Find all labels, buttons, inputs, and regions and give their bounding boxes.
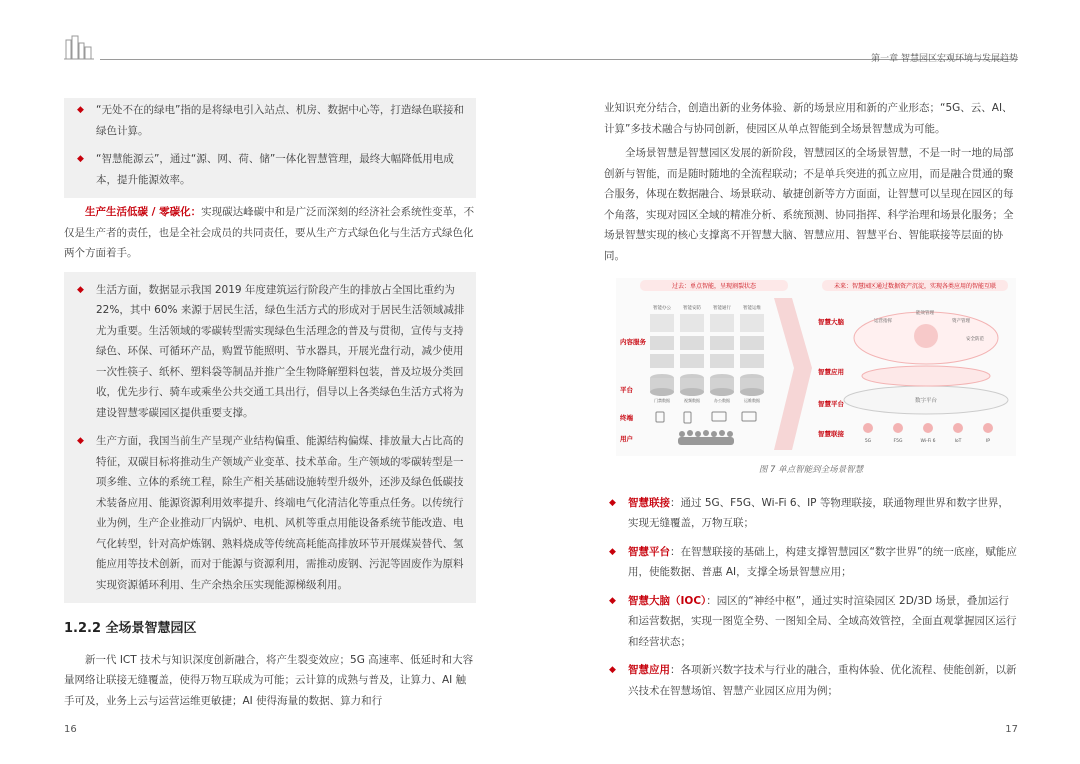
conn-label-3: IoT <box>954 439 962 444</box>
app-stack-1 <box>680 304 704 403</box>
life-text: 实现碳达峰碳中和是广泛而深刻的经济社会系统性变革，不仅是生产者的责任，也是全社会成员的共同责任，要从生产方式绿色化与生活方式绿色化两个方面着手。 <box>64 206 475 259</box>
bullet-text: ：各项新兴数字技术与行业的融合，重构体验、优化流程、使能创新，以新兴技术在智慧场馆、智慧产业园区应用为例； <box>628 664 1017 697</box>
app-label-0: 智能办公 <box>653 306 671 311</box>
apps-disc <box>862 366 990 386</box>
bullet-lead: 智慧平台 <box>628 545 670 558</box>
section-heading: 1.2.2 全场景智慧园区 <box>64 621 197 636</box>
bullet-smart-app <box>604 660 1018 701</box>
brain-icon <box>914 324 938 348</box>
right-layer-2: 智慧平台 <box>818 400 844 408</box>
app-stack-0 <box>650 304 674 403</box>
bullet-green-power: ◆ “无处不在的绿电”指的是将绿电引入站点、机房、数据中心等，打造绿色联接和绿色计算。 <box>72 100 466 141</box>
left-layer-1: 平台 <box>620 386 633 394</box>
chapter-title: 第一章 智慧园区宏观环境与发展趋势 <box>871 54 1018 64</box>
left-layer-2: 终端 <box>620 414 633 422</box>
terminal-icons <box>656 412 756 423</box>
app-label-3: 智能运维 <box>743 306 761 311</box>
figure-diagram <box>616 278 1016 456</box>
figure-single-to-full-scene <box>616 278 1016 456</box>
right-layer-1: 智慧应用 <box>818 368 844 376</box>
bullet-smart-platform <box>604 542 1018 583</box>
scene-paragraph: 全场景智慧是智慧园区发展的新阶段，智慧园区的全场景智慧，不是一时一地的局部创新与智能，而是随时随地的全流程联动；不是单兵突进的孤立应用，而是融合贯通的聚合服务，体现在数据融合、场景联动、敏捷创新等方方面面，让智慧可以呈现在园区的每个角落，实现对园区全域的精准分析、系统预测、协同指挥、科学治理和场景化服务；全场景智慧实现的核心支撑离不开智慧大脑、智慧应用、智慧平台、智能联接等层面的协同。 <box>604 147 1014 262</box>
conn-icons <box>863 423 993 444</box>
brain-label-3: 安全防范 <box>966 337 984 342</box>
bullet-smart-connect <box>604 493 1018 534</box>
left-layer-3: 用户 <box>620 435 633 443</box>
left-page-number: 16 <box>64 724 77 735</box>
conn-label-2: Wi-Fi 6 <box>920 439 936 444</box>
green-bullets-box <box>64 98 476 198</box>
db-label-2: 办公数据 <box>714 398 730 403</box>
right-page-number: 17 <box>1005 724 1018 735</box>
bullet-energy-cloud: ◆ “智慧能源云”，通过“源、网、荷、储”一体化智慧管理，最终大幅降低用电成本，提升能源效率。 <box>72 149 466 190</box>
conn-label-1: F5G <box>893 439 903 444</box>
db-label-3: 运维数据 <box>744 398 760 403</box>
left-column <box>64 98 476 711</box>
db-label-1: 视频数据 <box>684 398 700 403</box>
bullet-smart-brain <box>604 591 1018 653</box>
bullet-text: ：在智慧联接的基础上，构建支撑智慧园区“数字世界”的统一底座，赋能应用，使能数据、普惠 AI，支撑全场景智慧应用； <box>628 545 1017 578</box>
continued-paragraph: 业知识充分结合，创造出新的业务体验、新的场景应用和新的产业形态；“5G、云、AI、计算”多技术融合与协同创新，使园区从单点智能到全场景智慧成为可能。 <box>604 102 1013 135</box>
life-lead: 生产生活低碳 / 零碳化： <box>85 206 202 218</box>
right-layer-3: 智慧联接 <box>818 430 844 438</box>
user-crowd-icon <box>678 430 734 445</box>
production-bullets-box <box>64 272 476 604</box>
conn-label-4: IP <box>985 439 991 444</box>
brain-label-2: 资产管理 <box>952 319 970 324</box>
app-stack-2 <box>710 304 734 403</box>
left-layer-0: 内容服务 <box>620 338 646 346</box>
bullet-lead: 智慧应用 <box>628 664 670 676</box>
life-paragraph <box>64 202 476 264</box>
app-label-2: 智能通行 <box>713 306 731 311</box>
app-stacks <box>650 304 764 403</box>
bullet-production: ◆ 生产方面，我国当前生产呈现产业结构偏重、能源结构偏煤、排放量大占比高的特征，双碳目标将推动生产领域产业变革、技术革命。生产领域的零碳转型是一项多维、立体的系统工程，除生产相关基础设施转型升级外，还涉及绿色低碳技术装备应用、能源资源利用效率提升、终端电气化清洁化等重点任务。以传统行业为例，生产企业推动厂内锅炉、电机、风机等重点用能设备系统节能改造、电气化转型，针对高炉炼钢、熟料烧成等传统高耗能高排放环节开展煤炭替代、氢能应用等技术创新，而对于能源与资源利用，需推动废钢、污泥等固废作为原料实现资源循环利用、生产余热余压实现能源梯级利用。 <box>72 431 466 595</box>
building-logo-icon <box>64 34 94 60</box>
conn-label-0: 5G <box>864 439 872 444</box>
future-label: 未来：智慧园区通过数据资产沉淀，实现各类应用的智能互联 <box>833 283 997 290</box>
bullet-text: ：通过 5G、F5G、Wi-Fi 6、IP 等物理联接，联通物理世界和数字世界，实现无缝覆盖，万物互联； <box>628 496 1009 529</box>
db-label-0: 门禁数据 <box>654 398 670 403</box>
right-layer-0: 智慧大脑 <box>818 318 844 326</box>
right-column <box>604 98 1018 709</box>
app-label-1: 智能安防 <box>683 306 701 311</box>
brain-label-1: 能效管理 <box>916 311 934 316</box>
platform-label: 数字平台 <box>914 398 938 404</box>
bullet-lead: 智慧大脑（IOC） <box>628 594 707 607</box>
transition-arrow <box>774 298 812 450</box>
figure-caption: 图 7 单点智能到全场景智慧 <box>758 465 864 475</box>
brain-label-0: 运营指挥 <box>874 319 892 324</box>
bullet-life: ◆ 生活方面，数据显示我国 2019 年度建筑运行阶段产生的排放占全国比重约为 22%，其中 60% 来源于居民生活，绿色生活方式的形成对于居民生活领域减排尤为重要。生活领域的零碳转型需实现绿色生活理念的普及与贯彻，宣传与支持绿色、环保、可循环产品，购置节能照明、节水器具，开展光盘行动，减少使用一次性筷子、纸杯、塑料袋等制品并推广全生物降解塑料包装，普及垃圾分类回收，优先步行、骑车或乘坐公共交通工具出行，倡导以上各类绿色生活方式将为建设智慧零碳园区提供重要支撑。 <box>72 280 466 424</box>
app-stack-3 <box>740 304 764 403</box>
bullet-lead: 智慧联接 <box>628 496 670 509</box>
bullet-text: ：园区的“神经中枢”，通过实时渲染园区 2D/3D 场景，叠加运行和运营数据，实现一图览全势、一图知全局、全域高效管控，全面直观掌握园区运行和经营状态； <box>628 594 1017 648</box>
past-label: 过去：单点智能，呈现割裂状态 <box>671 283 757 290</box>
ict-paragraph: 新一代 ICT 技术与知识深度创新融合，将产生裂变效应；5G 高速率、低延时和大容量网络让联接无缝覆盖，使得万物互联成为可能；云计算的成熟与普及，让算力、AI 触手可及，业务上云与运营运维更敏捷；AI 使得海量的数据、算力和行 <box>64 653 474 707</box>
